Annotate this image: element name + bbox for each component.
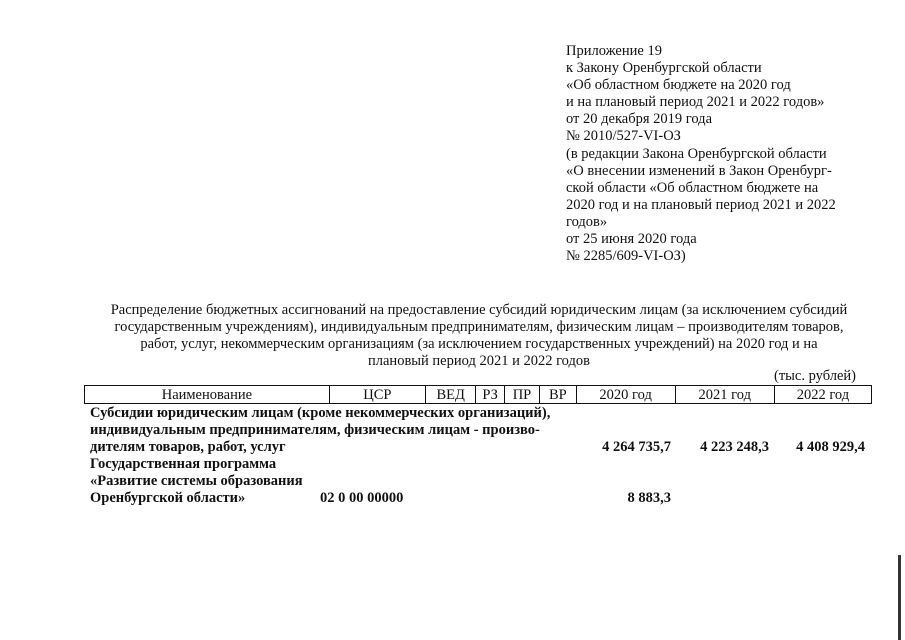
column-header-ved: ВЕД <box>425 386 476 404</box>
title-line: работ, услуг, некоммерческим организациям (за исключением государственных учреждений) на 2020 год и на <box>140 336 818 352</box>
appendix-line: от 25 июня 2020 года <box>566 231 697 248</box>
row-name-line: индивидуальным предпринимателям, физическим лицам - произво- <box>90 422 540 438</box>
row-csr-code: 02 0 00 00000 <box>320 490 404 506</box>
row-name-line: «Развитие системы образования <box>90 473 303 489</box>
appendix-line: Приложение 19 <box>566 43 662 59</box>
title-line: плановый период 2021 и 2022 годов <box>368 353 590 369</box>
appendix-line: № 2285/609-VI-ОЗ) <box>566 248 686 265</box>
row-value-2022: 4 408 929,4 <box>796 439 865 455</box>
table-row-name <box>90 456 303 507</box>
scan-edge-mark <box>898 555 901 640</box>
appendix-line: годов» <box>566 213 608 230</box>
column-header-rz: РЗ <box>476 386 504 404</box>
column-header-name: Наименование <box>85 386 330 404</box>
column-header-vr: ВР <box>540 386 576 404</box>
row-value-2020: 8 883,3 <box>627 490 671 506</box>
appendix-line: ской области «Об областном бюджете на <box>566 179 819 196</box>
row-name-line: Оренбургской области» <box>90 490 246 506</box>
table-row-name <box>90 405 550 456</box>
appendix-line: от 20 декабря 2019 года <box>566 111 712 128</box>
row-name-line: дителям товаров, работ, услуг <box>90 439 286 455</box>
title-line: Распределение бюджетных ассигнований на предоставление субсидий юридическим лицам (за исключением субсидий <box>110 302 848 318</box>
appendix-header <box>566 43 866 265</box>
document-title <box>84 302 874 370</box>
appendix-line: к Закону Оренбургской области <box>566 60 762 77</box>
column-header-2021: 2021 год <box>675 386 774 404</box>
row-value-2021: 4 223 248,3 <box>700 439 769 455</box>
column-header-2020: 2020 год <box>576 386 675 404</box>
appendix-line: «Об областном бюджете на 2020 год <box>566 77 791 94</box>
appendix-line: и на плановый период 2021 и 2022 годов» <box>566 94 825 111</box>
row-name-line: Государственная программа <box>90 456 277 472</box>
table-header <box>84 385 872 404</box>
appendix-line: 2020 год и на плановый период 2021 и 2022 <box>566 196 836 213</box>
appendix-line: № 2010/527-VI-ОЗ <box>566 128 681 145</box>
column-header-pr: ПР <box>504 386 539 404</box>
column-header-csr: ЦСР <box>329 386 425 404</box>
title-line: государственным учреждениям), индивидуальным предпринимателям, физическим лицам – производителям товаров, <box>114 319 844 335</box>
units-label: (тыс. рублей) <box>774 368 856 384</box>
row-name-line: Субсидии юридическим лицам (кроме некоммерческих организаций), <box>90 405 551 421</box>
row-value-2020: 4 264 735,7 <box>602 439 671 455</box>
appendix-line: «О внесении изменений в Закон Оренбург- <box>566 162 832 179</box>
appendix-line: (в редакции Закона Оренбургской области <box>566 145 827 162</box>
column-header-2022: 2022 год <box>774 386 871 404</box>
